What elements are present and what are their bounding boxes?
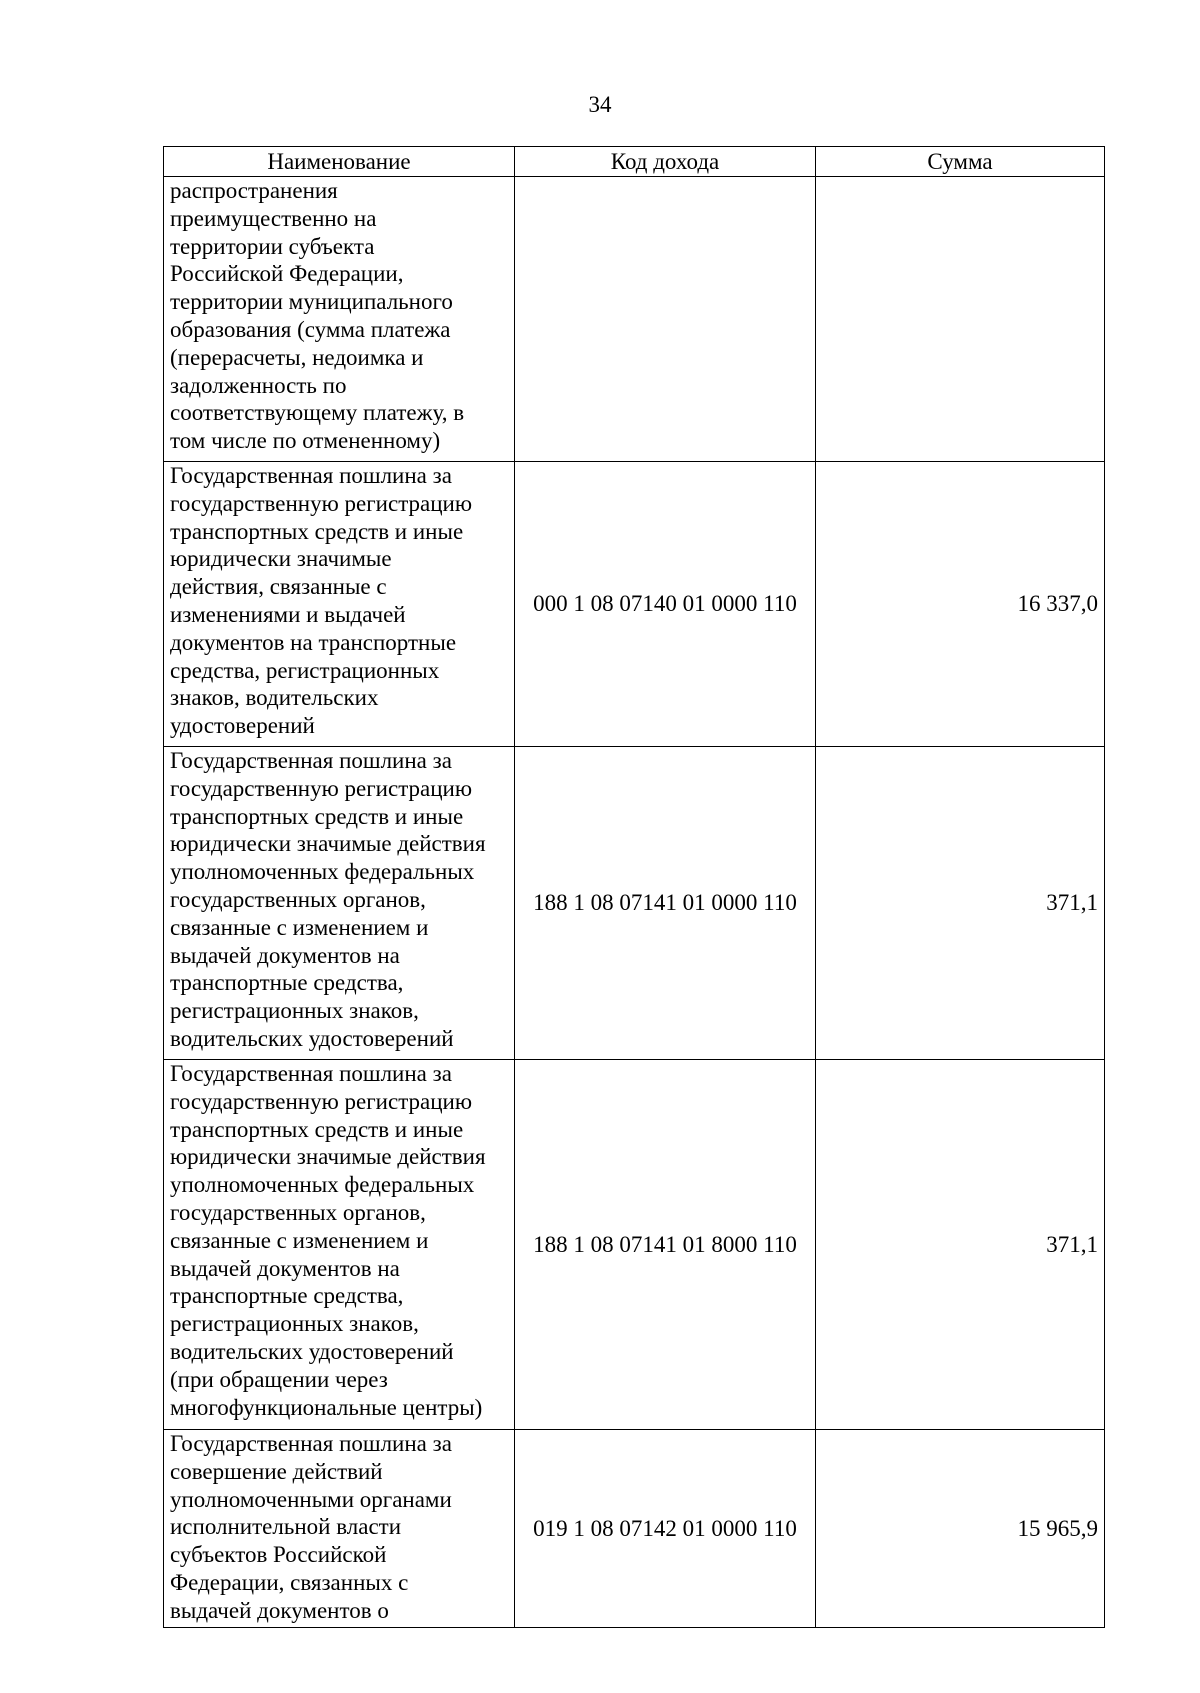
row-sum [816, 177, 1105, 462]
row-code: 000 1 08 07140 01 0000 110 [515, 462, 816, 747]
table-body [164, 177, 1105, 1628]
row-name: Государственная пошлина за государственную регистрацию транспортных средств и иные юридически значимые действия уполномоченных федеральных государственных органов, связанные с изменением и выдачей документов на транспортные средства, регистрационных знаков, водительских удостоверений [164, 747, 515, 1060]
table-header [164, 147, 1105, 177]
revenue-table [163, 146, 1105, 1628]
row-code: 188 1 08 07141 01 0000 110 [515, 747, 816, 1060]
table-row [164, 177, 1105, 462]
table-row [164, 747, 1105, 1060]
header-row [164, 147, 1105, 177]
table-row [164, 1060, 1105, 1430]
row-sum: 15 965,9 [816, 1430, 1105, 1628]
table-row [164, 462, 1105, 747]
row-sum: 371,1 [816, 1060, 1105, 1430]
row-code: 019 1 08 07142 01 0000 110 [515, 1430, 816, 1628]
page-number: 34 [588, 92, 612, 117]
row-code [515, 177, 816, 462]
row-sum: 371,1 [816, 747, 1105, 1060]
row-sum: 16 337,0 [816, 462, 1105, 747]
row-code: 188 1 08 07141 01 8000 110 [515, 1060, 816, 1430]
header-sum: Сумма [816, 147, 1105, 177]
row-name: Государственная пошлина за государственную регистрацию транспортных средств и иные юридически значимые действия, связанные с изменениями и выдачей документов на транспортные средства, регистрационных знаков, водительских удостоверений [164, 462, 515, 747]
row-name: Государственная пошлина за совершение действий уполномоченными органами исполнительной власти субъектов Российской Федерации, связанных с выдачей документов о [164, 1430, 515, 1628]
table-row [164, 1430, 1105, 1628]
header-name: Наименование [164, 147, 515, 177]
header-code: Код дохода [515, 147, 816, 177]
row-name: Государственная пошлина за государственную регистрацию транспортных средств и иные юридически значимые действия уполномоченных федеральных государственных органов, связанные с изменением и выдачей документов на транспортные средства, регистрационных знаков, водительских удостоверений (при обращении через многофункциональные центры) [164, 1060, 515, 1430]
row-name: распространения преимущественно на территории субъекта Российской Федерации, территории муниципального образования (сумма платежа (перерасчеты, недоимка и задолженность по соответствующему платежу, в том числе по отмененному) [164, 177, 515, 462]
